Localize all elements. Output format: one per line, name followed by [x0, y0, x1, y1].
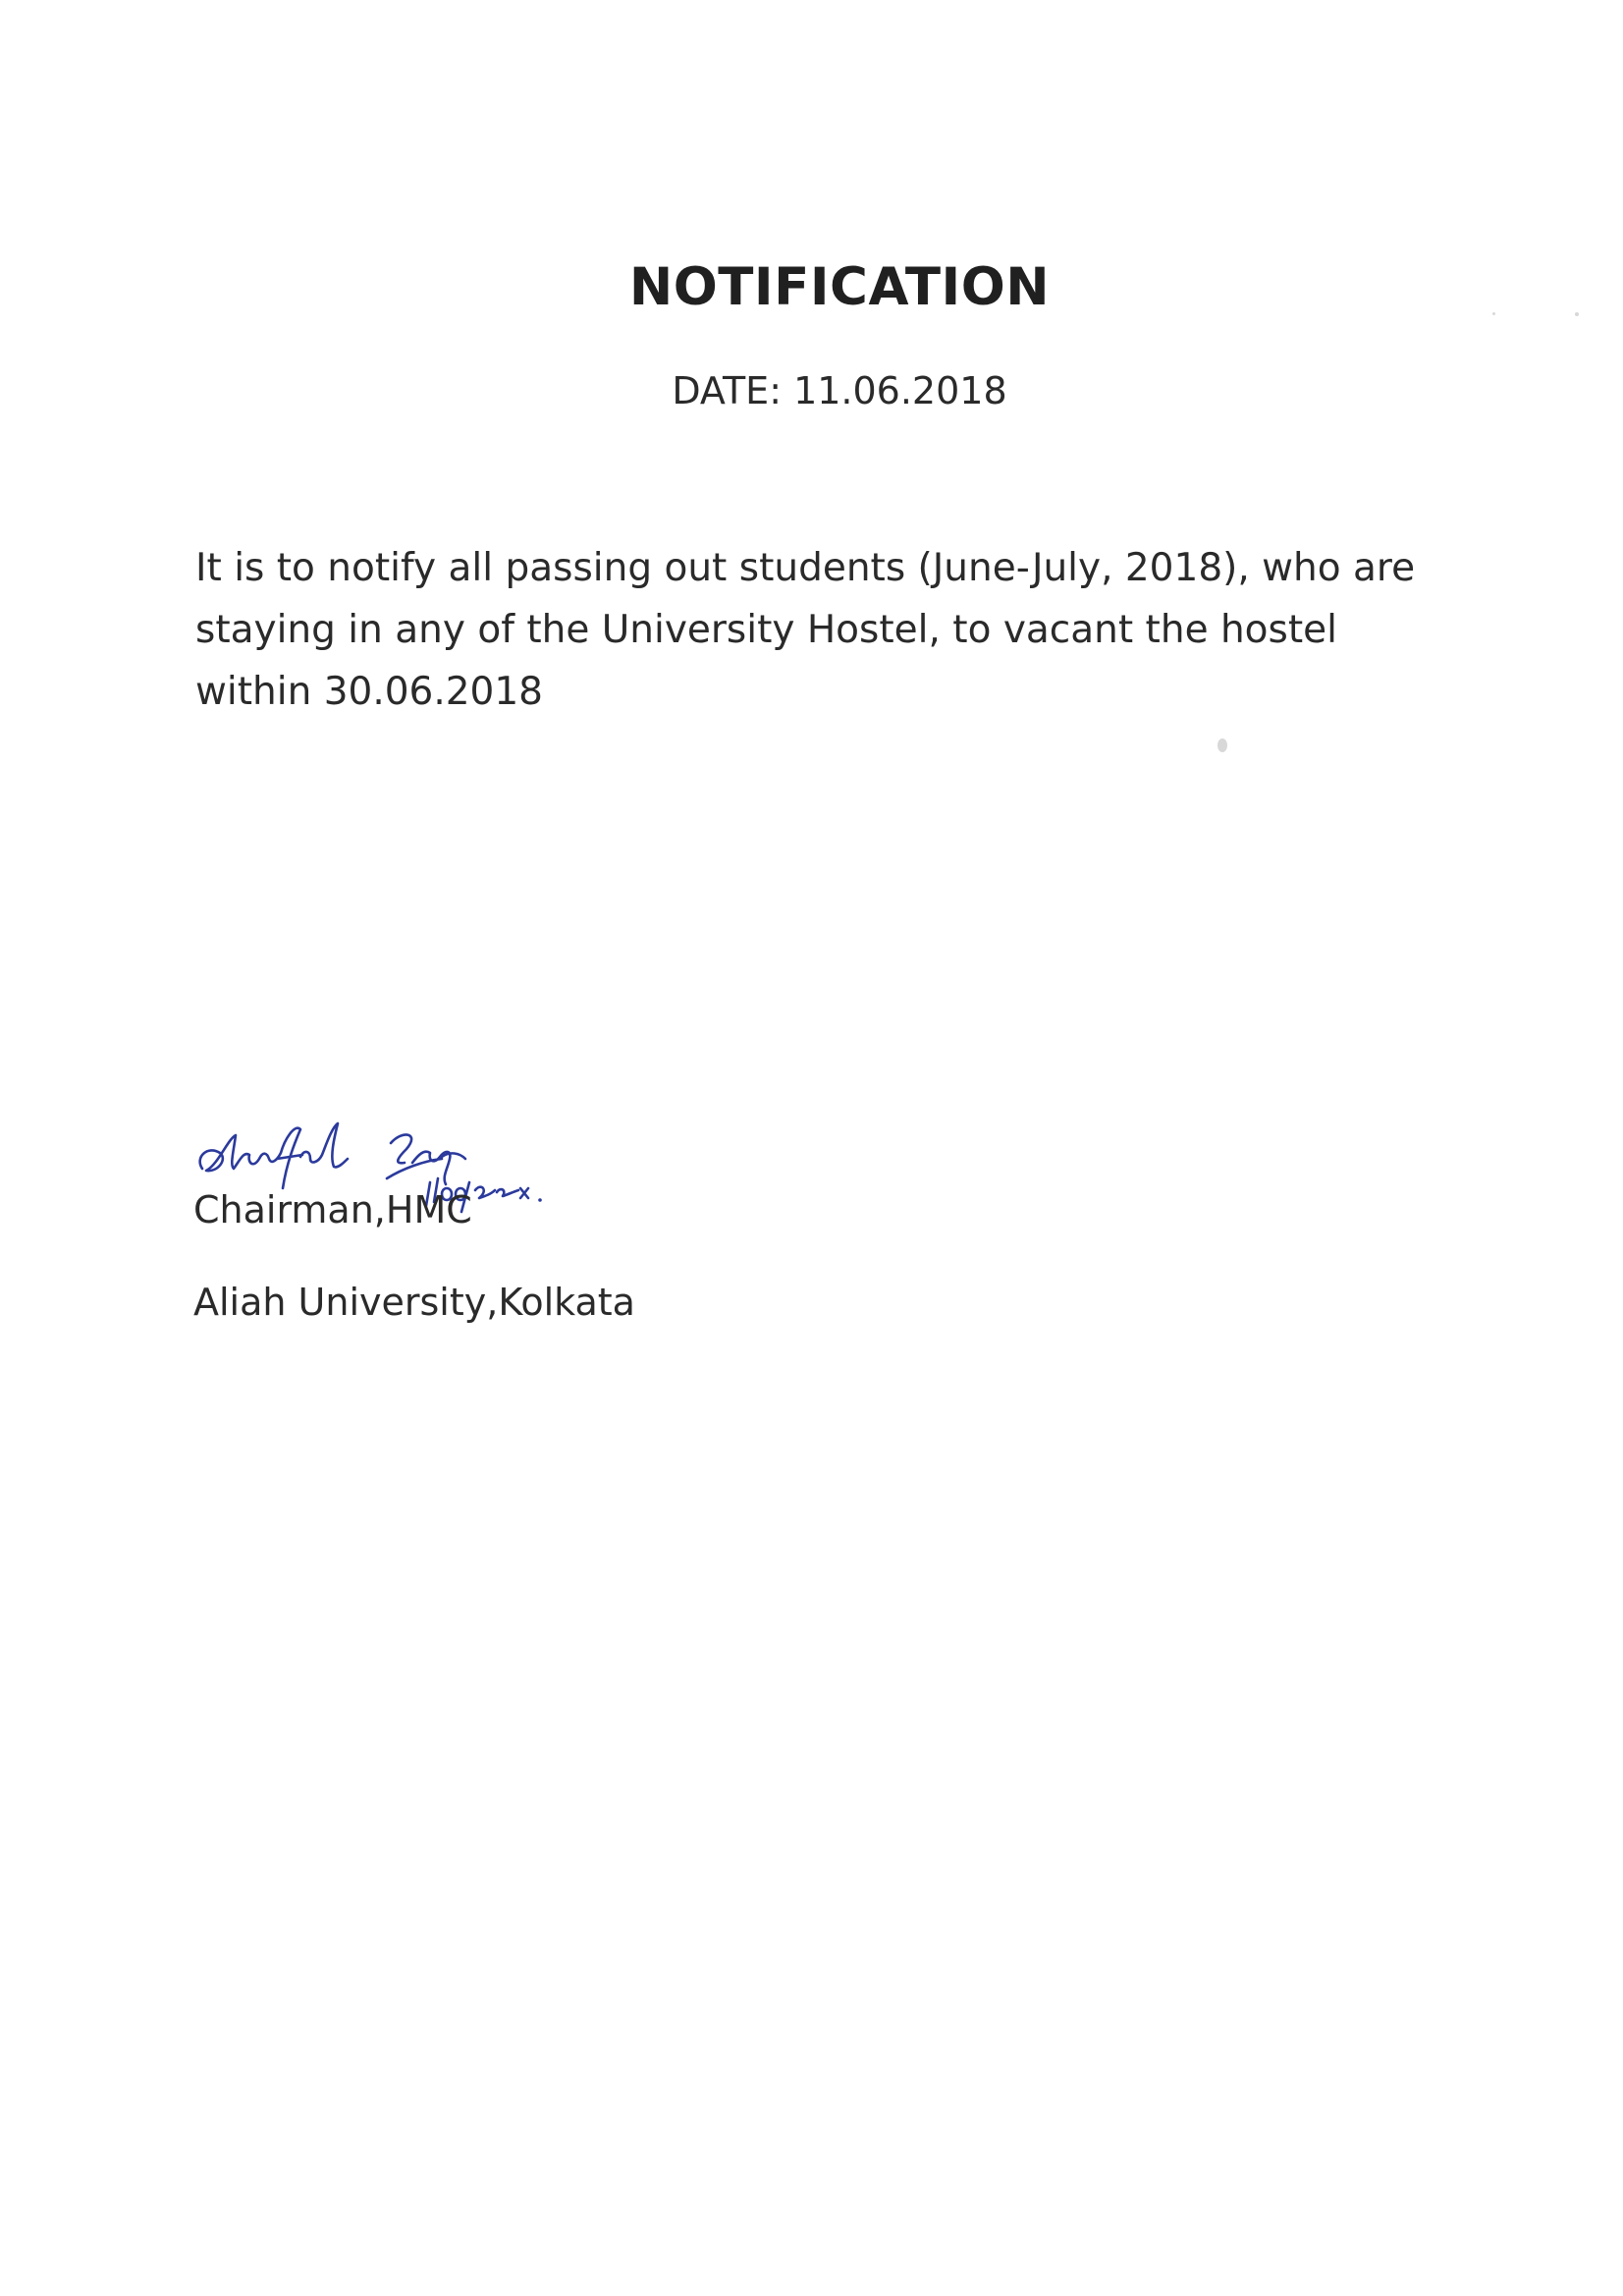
scan-speck [1492, 312, 1495, 315]
notice-body-line: within 30.06.2018 [195, 670, 543, 714]
notice-date: DATE: 11.06.2018 [672, 369, 1007, 412]
notice-body-line: staying in any of the University Hostel, to vacant the hostel [195, 608, 1337, 652]
notice-body [195, 537, 1501, 723]
notice-body-line: It is to notify all passing out students (June-July, 2018), who are [195, 546, 1416, 590]
scan-speck [1217, 738, 1227, 752]
scan-speck [1575, 312, 1579, 316]
signatory-designation: Chairman,HMC [193, 1188, 472, 1231]
signatory-organization: Aliah University,Kolkata [193, 1281, 635, 1324]
page-title: NOTIFICATION [628, 257, 1051, 317]
